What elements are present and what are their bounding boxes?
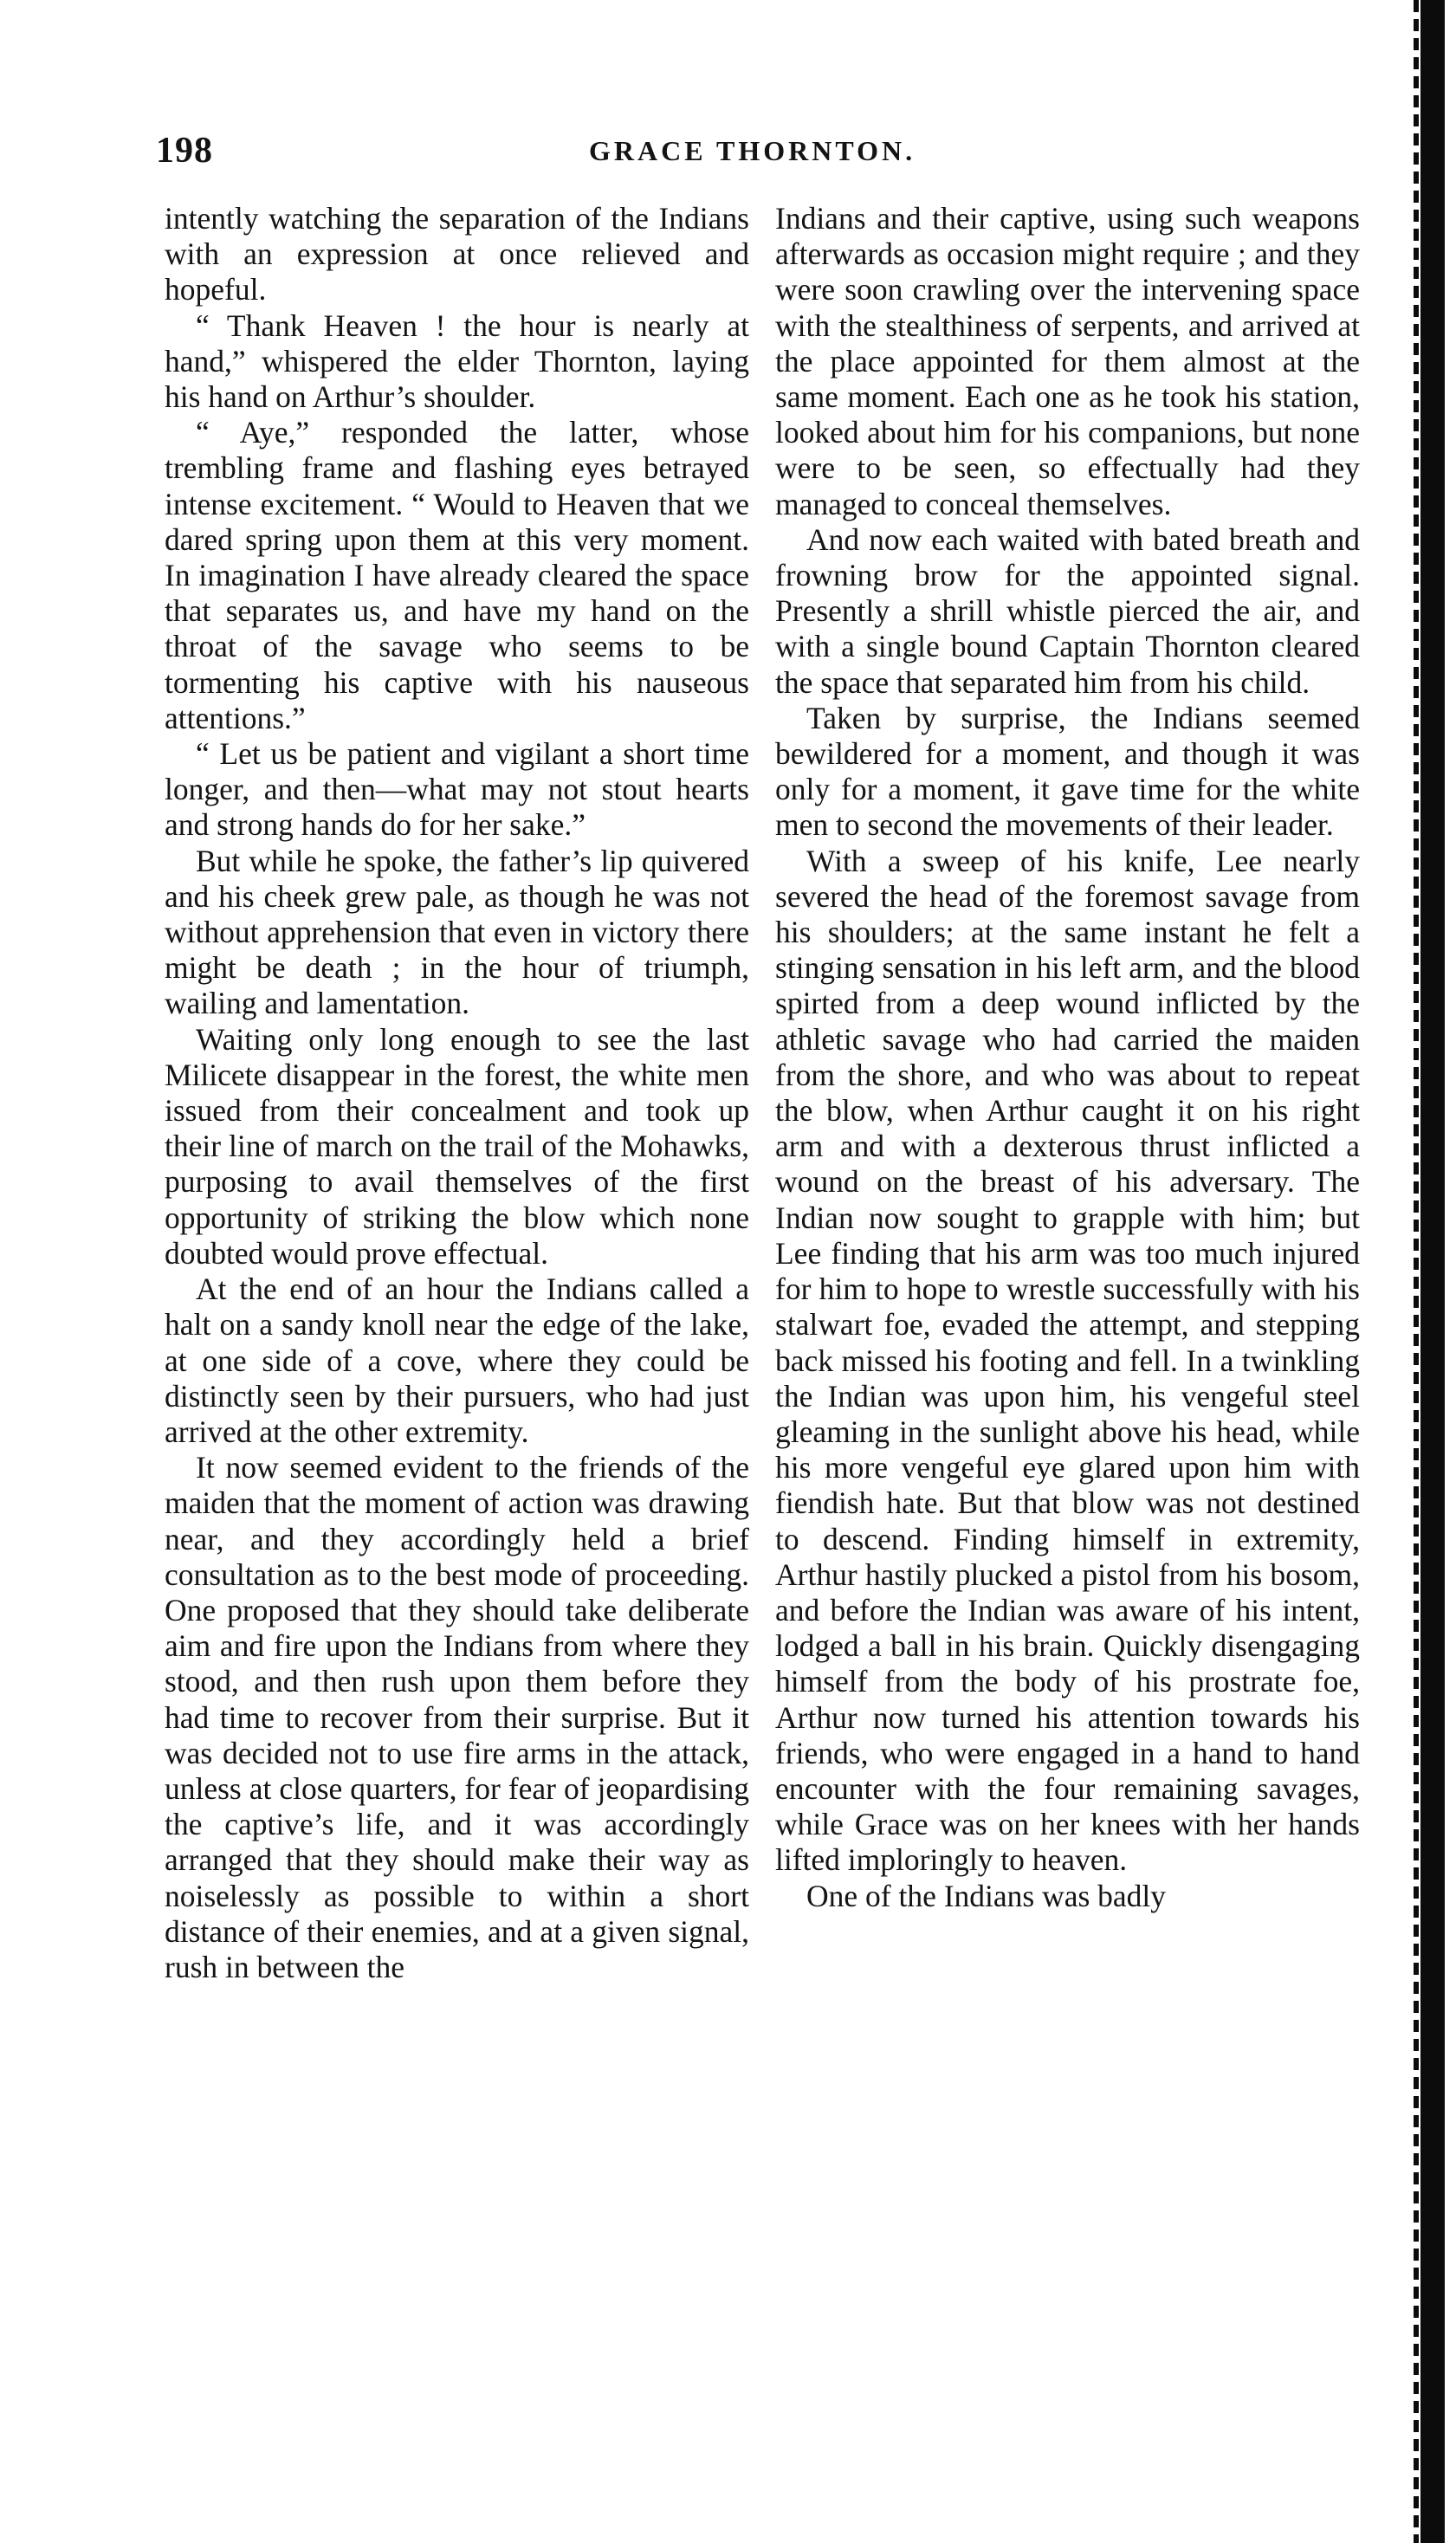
- paragraph: At the end of an hour the Indians called a halt on a sandy knoll near the edge of the lake, at one side of a cove, where they could be distinctly seen by their pursuers, who had just arrived at the other extremity.: [165, 1272, 749, 1449]
- paragraph: Taken by surprise, the Indians seemed bewildered for a moment, and though it was only for a moment, it gave time for the white men to second the movements of their leader.: [775, 700, 1360, 843]
- running-title: GRACE THORNTON.: [589, 135, 916, 166]
- paragraph: intently watching the separation of the Indians with an expression at once relieved and hopeful.: [165, 201, 749, 307]
- paragraph: And now each waited with bated breath and frowning brow for the appointed signal. Presently a shrill whistle pierced the air, and with a single bound Captain Thornton cleared the space that separated him from his child.: [775, 521, 1360, 700]
- paragraph: It now seemed evident to the friends of the maiden that the moment of action was drawing near, and they accordingly held a brief consultation as to the best mode of proceeding. One proposed that they should take deliberate aim and fire upon the Indians from where they stood, and then rush upon them before they had time to recover from their surprise. But it was decided not to use fire arms in the attack, unless at close quarters, for fear of jeopardising the captive’s life, and it was accordingly arranged that they should make their way as noiselessly as possible to within a short distance of their enemies, and at a given signal, rush in between the: [165, 1450, 749, 1984]
- right-column: [775, 201, 1360, 1914]
- paragraph: “ Thank Heaven ! the hour is nearly at hand,” whispered the elder Thornton, laying his hand on Arthur’s shoulder.: [165, 307, 749, 415]
- page-number: 198: [156, 131, 213, 171]
- paragraph: “ Aye,” responded the latter, whose trembling frame and flashing eyes betrayed intense excitement. “ Would to Heaven that we dared spring upon them at this very moment. In imagination I have already cleared the space that separates us, and have my hand on the throat of the savage who seems to be tormenting his captive with his nauseous attentions.”: [165, 415, 749, 735]
- paragraph: “ Let us be patient and vigilant a short time longer, and then—what may not stout hearts and strong hands do for her sake.”: [165, 736, 749, 843]
- paragraph: One of the Indians was badly: [806, 1878, 1167, 1913]
- paragraph: Waiting only long enough to see the last Milicete disappear in the forest, the white men issued from their concealment and took up their line of march on the trail of the Mohawks, purposing to avail themselves of the first opportunity of striking the blow which none doubted would prove effectual.: [165, 1021, 749, 1271]
- paragraph: With a sweep of his knife, Lee nearly severed the head of the foremost savage from his shoulders; at the same instant he felt a stinging sensation in his left arm, and the blood spirted from a deep wound inflicted by the athletic savage who had carried the maiden from the shore, and who was about to repeat the blow, when Arthur caught it on his right arm and with a dexterous thrust inflicted a wound on the breast of his adversary. The Indian now sought to grapple with him; but Lee finding that his arm was too much injured for him to hope to wrestle successfully with his stalwart foe, evaded the attempt, and stepping back missed his footing and fell. In a twinkling the Indian was upon him, his vengeful steel gleaming in the sunlight above his head, while his more vengeful eye glared upon him with fiendish hate. But that blow was not destined to descend. Finding himself in extremity, Arthur hastily plucked a pistol from his bosom, and before the Indian was aware of his intent, lodged a ball in his brain. Quickly disengaging himself from the body of his prostrate foe, Arthur now turned his attention towards his friends, who were engaged in a hand to hand encounter with the four remaining savages, while Grace was on her knees with her hands lifted imploringly to heaven.: [775, 843, 1360, 1878]
- left-column: [165, 201, 749, 1985]
- scan-edge-stripe: [1414, 0, 1419, 2543]
- paragraph: But while he spoke, the father’s lip quivered and his cheek grew pale, as though he was not without apprehension that even in victory there might be death ; in the hour of triumph, wailing and lamentation.: [165, 843, 749, 1021]
- paragraph: Indians and their captive, using such weapons afterwards as occasion might require ; and they were soon crawling over the intervening space with the stealthiness of serpents, and arrived at the place appointed for them almost at the same moment. Each one as he took his station, looked about him for his companions, but none were to be seen, so effectually had they managed to conceal themselves.: [775, 201, 1360, 521]
- running-head: [156, 130, 1360, 182]
- scan-edge-bar: [1420, 0, 1445, 2543]
